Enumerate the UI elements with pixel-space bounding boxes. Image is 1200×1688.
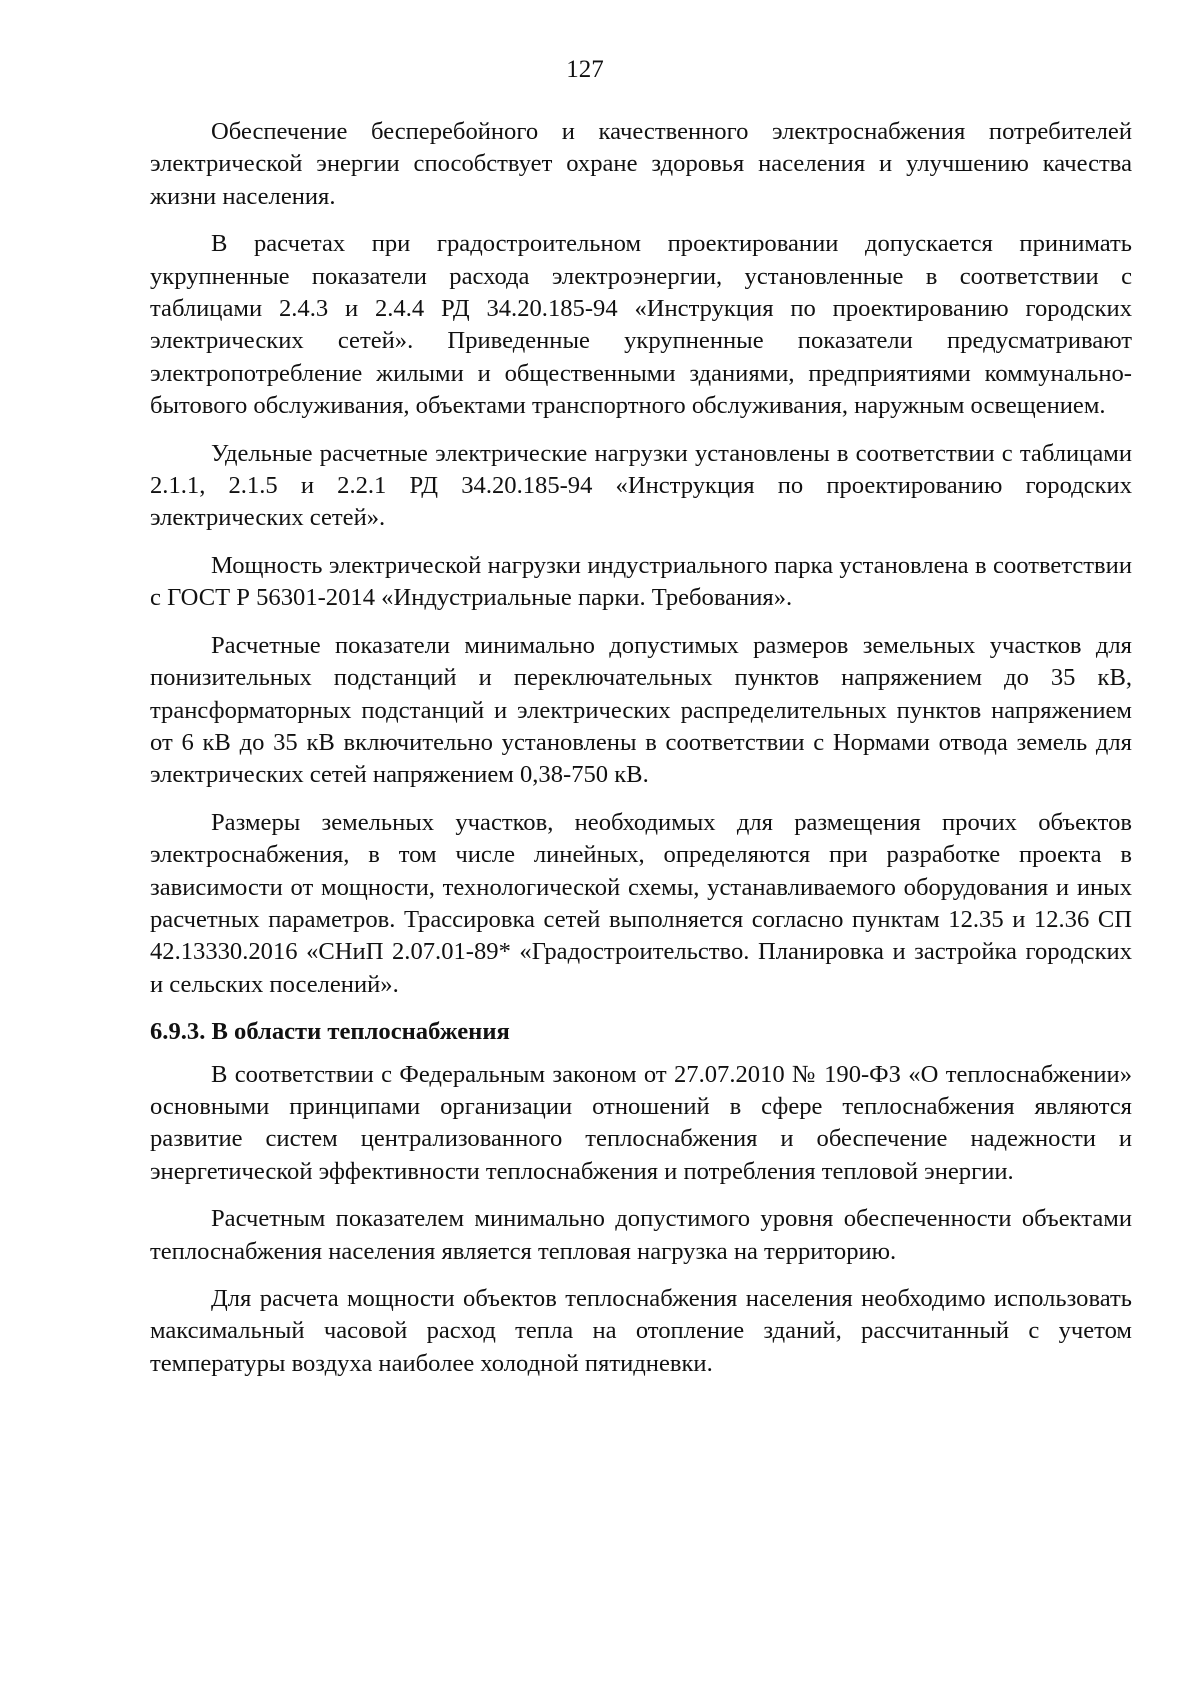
paragraph-specific-loads: Удельные расчетные электрические нагрузки установлены в соответствии с таблицами 2.1.1, 2.1.5 и 2.2.1 РД 34.20.185-94 «Инструкция по проектированию городских электрических сетей». xyxy=(150,439,1132,532)
page-number: 127 xyxy=(566,56,604,83)
document-body xyxy=(150,116,1132,1395)
paragraph-industrial-park-load: Мощность электрической нагрузки индустриального парка установлена в соответствии с ГОСТ Р 56301-2014 «Индустриальные парки. Требования». xyxy=(150,551,1132,612)
paragraph-heat-capacity-calculation: Для расчета мощности объектов теплоснабжения населения необходимо использовать максимальный часовой расход тепла на отопление зданий, рассчитанный с учетом температуры воздуха наиболее холодной пятидневки. xyxy=(150,1285,1132,1377)
paragraph-substation-land-plots: Расчетные показатели минимально допустимых размеров земельных участков для понизительных подстанций и переключательных пунктов напряжением до 35 кВ, трансформаторных подстанций и электрических распределительных пунктов напряжением от 6 кВ до 35 кВ включительно установлены в соответствии с Нормами отвода земель для электрических сетей напряжением 0,38-750 кВ. xyxy=(150,631,1132,789)
paragraph-heat-supply-law: В соответствии с Федеральным законом от 27.07.2010 № 190-ФЗ «О теплоснабжении» основными принципами организации отношений в сфере теплоснабжения являются развитие систем централизованного теплоснабжения и обеспечение надежности и энергетической эффективности теплоснабжения и потребления тепловой энергии. xyxy=(150,1060,1132,1185)
paragraph-other-facilities-land: Размеры земельных участков, необходимых для размещения прочих объектов электроснабжения, в том числе линейных, определяются при разработке проекта в зависимости от мощности, технологической схемы, устанавливаемого оборудования и иных расчетных параметров. Трассировка сетей выполняется согласно пунктам 12.35 и 12.36 СП 42.13330.2016 «СНиП 2.07.01-89* «Градостроительство. Планировка и застройка городских и сельских поселений». xyxy=(150,808,1132,998)
section-heading-heat-supply: 6.9.3. В области теплоснабжения xyxy=(150,1018,510,1046)
paragraph-consumption-indicators: В расчетах при градостроительном проектировании допускается принимать укрупненные показатели расхода электроэнергии, установленные в соответствии с таблицами 2.4.3 и 2.4.4 РД 34.20.185-94 «Инструкция по проектированию городских электрических сетей». Приведенные укрупненные показатели предусматривают электропотребление жилыми и общественными зданиями, предприятиями коммунально-бытового обслуживания, объектами транспортного обслуживания, наружным освещением. xyxy=(150,230,1132,420)
paragraph-power-supply-health: Обеспечение бесперебойного и качественного электроснабжения потребителей электрической энергии способствует охране здоровья населения и улучшению качества жизни населения. xyxy=(150,118,1132,210)
paragraph-heat-load-indicator: Расчетным показателем минимально допустимого уровня обеспеченности объектами теплоснабжения населения является тепловая нагрузка на территорию. xyxy=(150,1205,1132,1265)
